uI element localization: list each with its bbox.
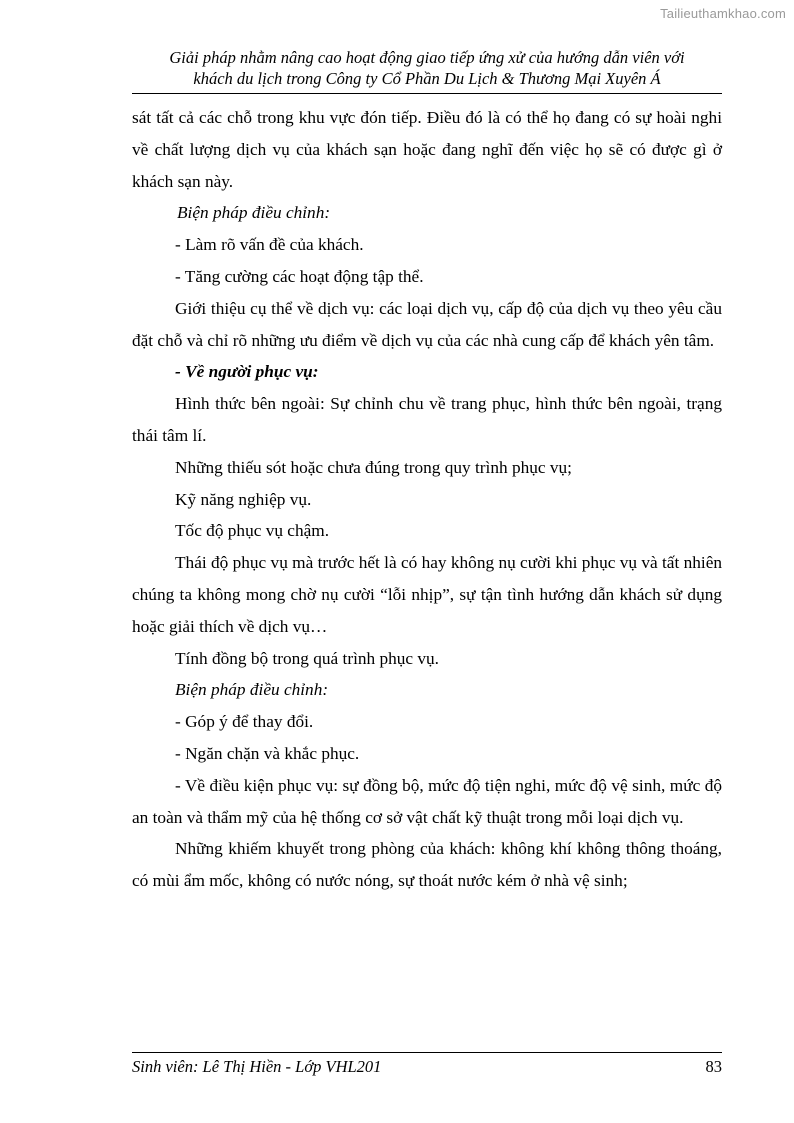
paragraph: sát tất cả các chỗ trong khu vực đón tiếp. Điều đó là có thể họ đang có sự hoài nghi về chất lượng dịch vụ của khách sạn hoặc đang nghĩ đến việc họ sẽ có được gì ở khách sạn này. [132,108,722,191]
running-header [132,47,722,89]
page-number: 83 [705,1057,722,1076]
section-heading: - Về người phục vụ: [175,362,319,382]
watermark-text: Tailieuthamkhao.com [660,6,786,21]
adjustment-heading: Biện pháp điều chỉnh: [177,203,331,223]
paragraph: Kỹ năng nghiệp vụ. [175,489,312,509]
paragraph: - Về điều kiện phục vụ: sự đồng bộ, mức độ tiện nghi, mức độ vệ sinh, mức độ an toàn và thẩm mỹ của hệ thống cơ sở vật chất kỹ thuật trong mỗi loại dịch vụ. [132,775,722,827]
paragraph: Hình thức bên ngoài: Sự chỉnh chu về trang phục, hình thức bên ngoài, trạng thái tâm lí. [132,394,722,445]
list-item: - Tăng cường các hoạt động tập thể. [175,266,424,286]
page-body [132,102,722,897]
list-item: - Làm rõ vấn đề của khách. [175,235,364,255]
paragraph: Những thiếu sót hoặc chưa đúng trong quy trình phục vụ; [175,457,572,477]
list-item: - Góp ý để thay đổi. [175,712,314,732]
paragraph: Tốc độ phục vụ chậm. [175,521,330,541]
list-item: - Ngăn chặn và khắc phục. [175,743,360,763]
footer-divider [132,1052,722,1053]
header-divider [132,93,722,94]
paragraph: Thái độ phục vụ mà trước hết là có hay không nụ cười khi phục vụ và tất nhiên chúng ta không mong chờ nụ cười “lỗi nhịp”, sự tận tình hướng dẫn khách sử dụng hoặc giải thích về dịch vụ… [132,553,722,636]
footer-student: Sinh viên: Lê Thị Hiền - Lớp VHL201 [132,1057,382,1076]
header-line-2: khách du lịch trong Công ty Cổ Phần Du Lịch & Thương Mại Xuyên Á [193,69,661,88]
paragraph: Những khiếm khuyết trong phòng của khách: không khí không thông thoáng, có mùi ẩm mốc, không có nước nóng, sự thoát nước kém ở nhà vệ sinh; [132,839,722,891]
adjustment-heading: Biện pháp điều chỉnh: [175,680,329,700]
paragraph: Giới thiệu cụ thể về dịch vụ: các loại dịch vụ, cấp độ của dịch vụ theo yêu cầu đặt chỗ và chỉ rõ những ưu điểm về dịch vụ của các nhà cung cấp để khách yên tâm. [132,298,722,350]
paragraph: Tính đồng bộ trong quá trình phục vụ. [175,648,439,668]
header-line-1: Giải pháp nhằm nâng cao hoạt động giao tiếp ứng xử của hướng dẫn viên với [169,48,685,67]
